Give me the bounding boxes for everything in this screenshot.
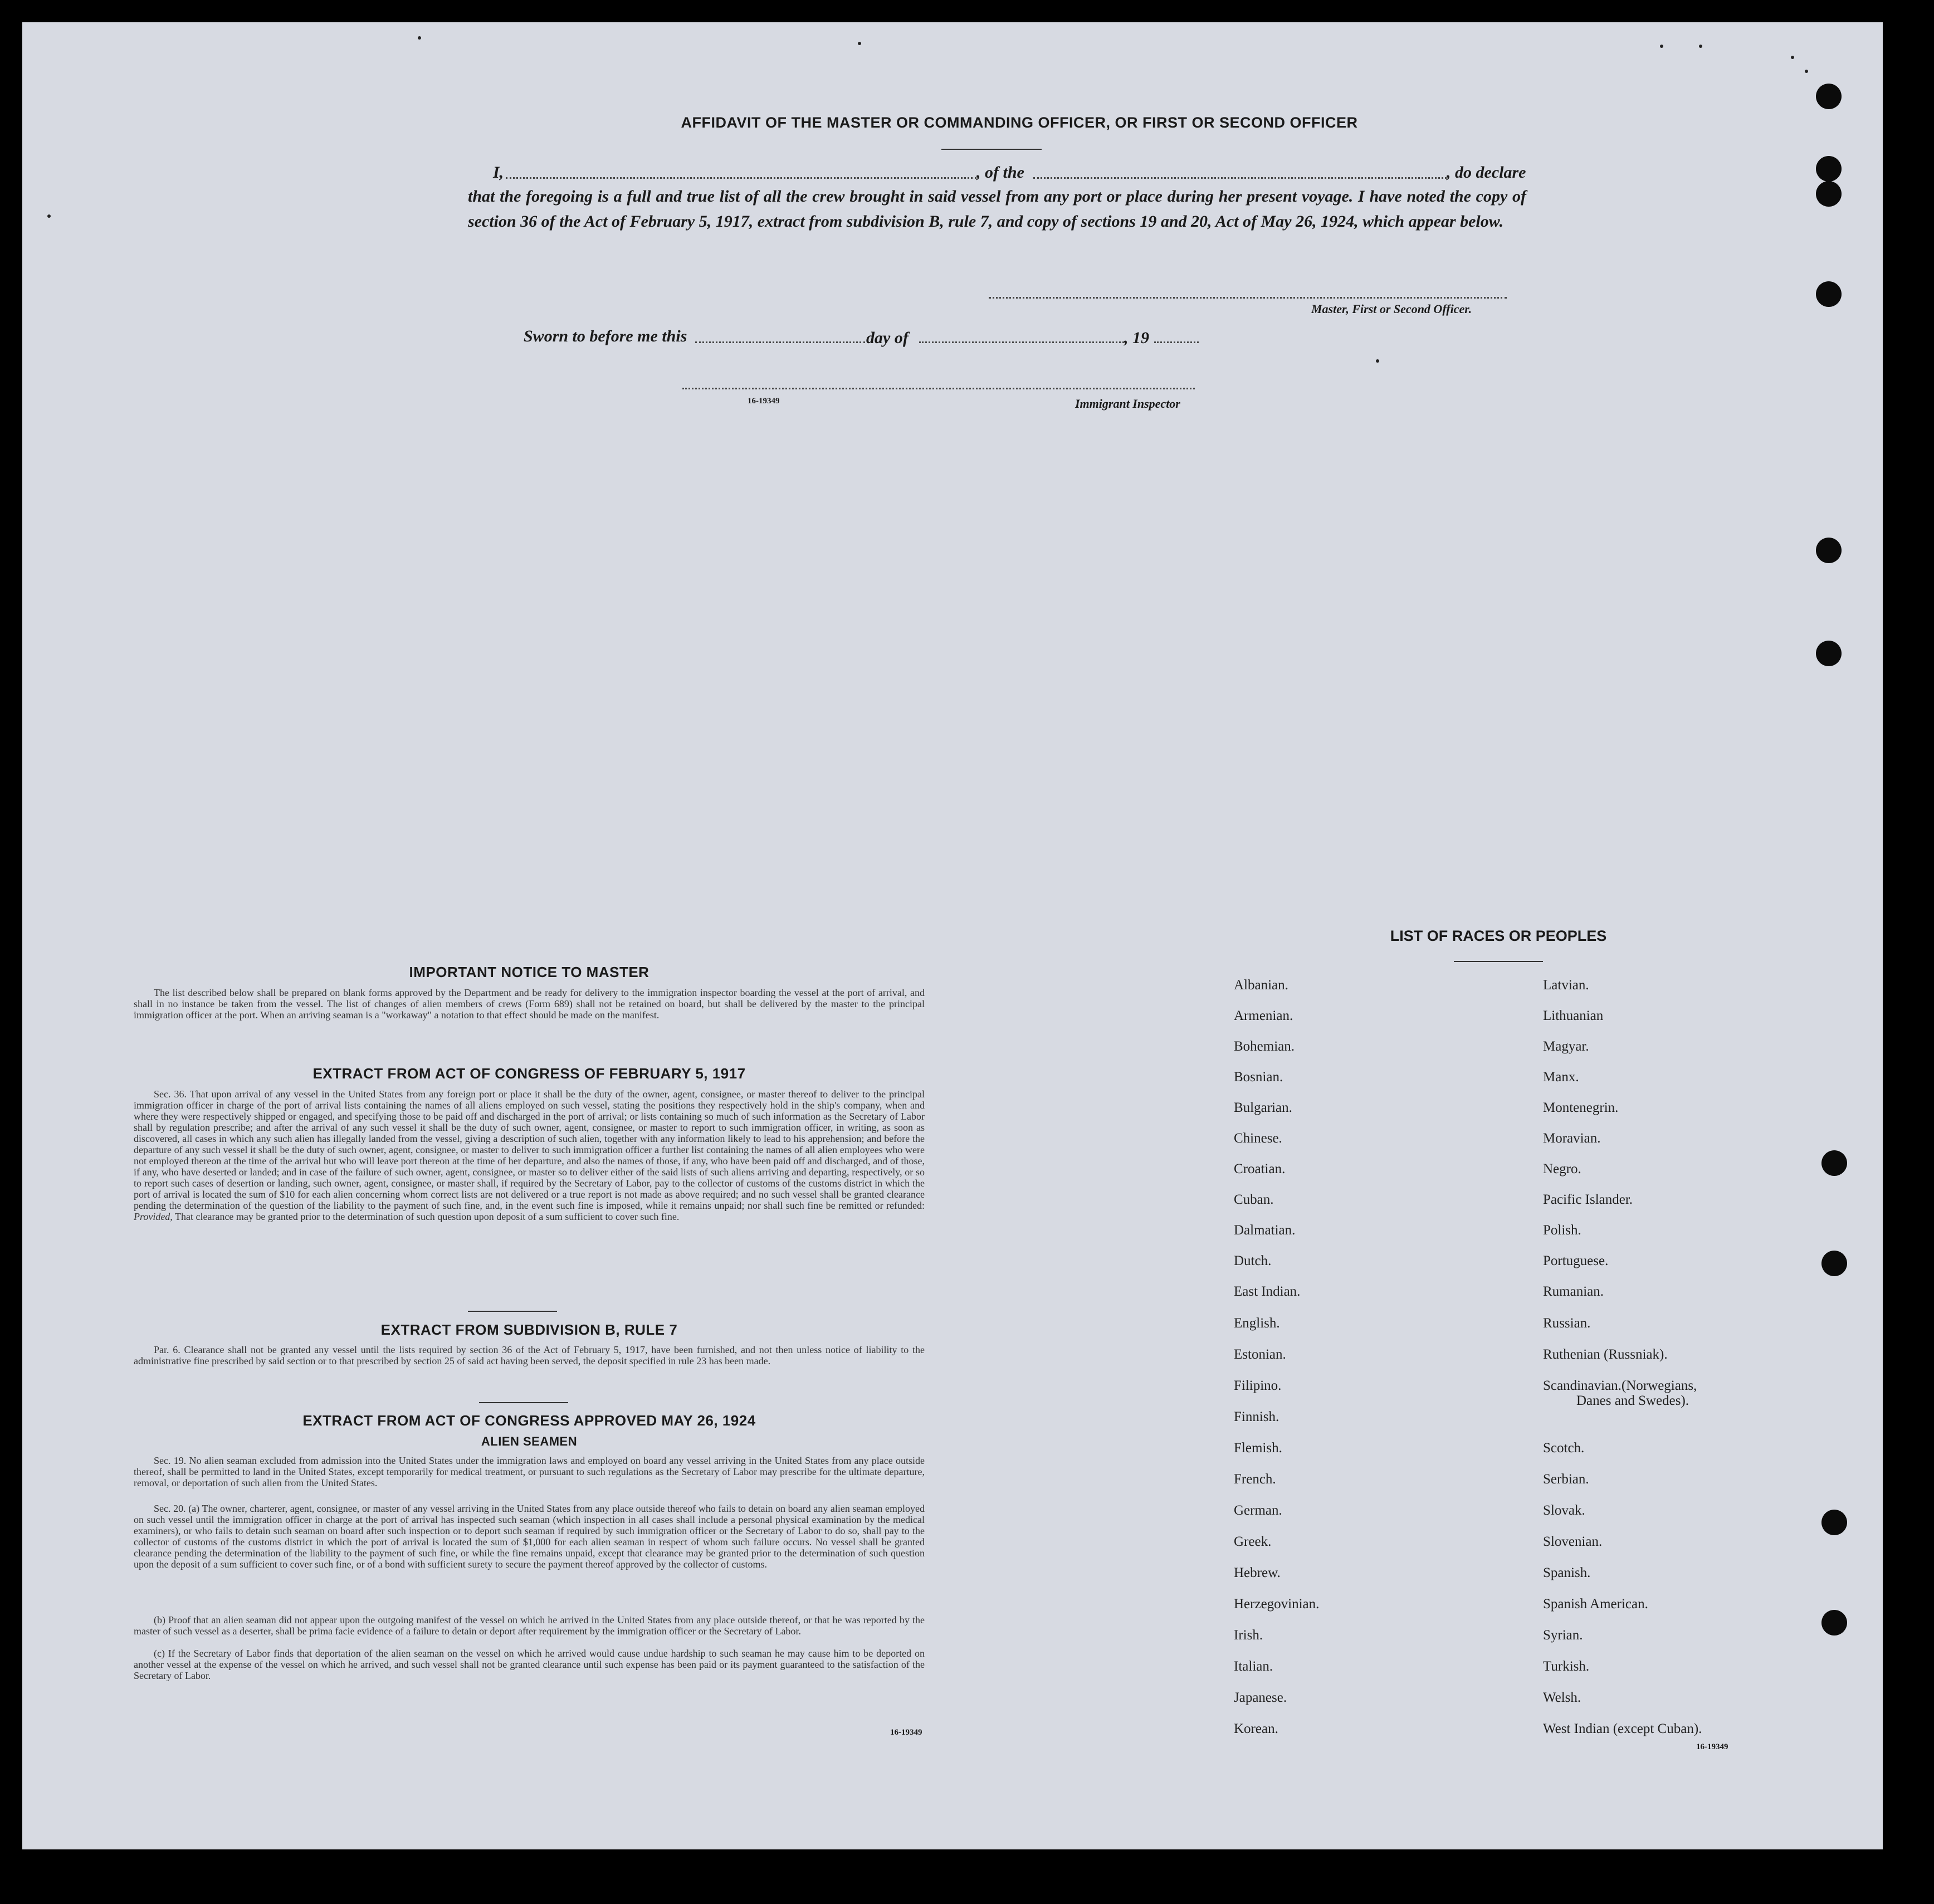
race-right-item: Magyar.	[1543, 1039, 1589, 1054]
sworn-year-field[interactable]	[1154, 341, 1199, 343]
race-left-item: Bulgarian.	[1234, 1100, 1292, 1115]
binder-hole	[1821, 1251, 1847, 1276]
extract-1917-text	[134, 1088, 925, 1222]
race-right-item: Ruthenian (Russniak).	[1543, 1347, 1668, 1362]
affidavit-form-number: 16-19349	[748, 397, 780, 406]
extract-1917-title: EXTRACT FROM ACT OF CONGRESS OF FEBRUARY 5, 1917	[312, 1065, 746, 1082]
extract-form-number: 16-19349	[890, 1728, 922, 1737]
notice-title: IMPORTANT NOTICE TO MASTER	[409, 964, 649, 980]
race-right-item-scandinavian	[1543, 1378, 1697, 1408]
extract-1917-main: Sec. 36. That upon arrival of any vessel in the United States from any foreign port or place it shall be the duty of the owner, agent, consignee, or master thereof to deliver to the principal immigration officer in charge of the port of arrival lists containing the names of all aliens employed on such vessel, stating the positions they respectively hold in the ship's company, when and where they were respectively shipped or engaged, and specifying those to be paid off and discharged in the port of arrival; or lists containing so much of such information as the Secretary of Labor shall by regulation prescribe; and after the arrival of any such vessel it shall be the duty of such owner, agent, consignee, or master to report to such immigration officer, in writing, as soon as discovered, all cases in which any such alien has illegally landed from the vessel, giving a description of such alien, together with any information likely to lead to his apprehension; and before the departure of any such vessel it shall be the duty of such owner, agent, consignee, or master to deliver to such immigration officer a further list containing the names of all alien employees who were not employed thereon at the time of the arrival but who will leave port thereon at the time of her departure, and also the names of those, if any, who have been paid off and discharged, and of those, if any, who have deserted or landed; and in case of the failure of such owner, agent, consignee, or master so to deliver either of the said lists of such aliens arriving and departing, respectively, or so to report such cases of desertion or landing, such owner, agent, consignee, or master shall, if required by the Secretary of Labor, pay to the collector of customs of the customs district in which the port of arrival is located the sum of $10 for each alien concerning whom correct lists are not delivered or a true report is not made as above required; and no such vessel shall be granted clearance pending the determination of the question of the liability to the payment of such fine, and, in the event such fine is imposed, while it remains unpaid; nor shall such fine be remitted or refunded:	[134, 1088, 925, 1211]
race-right-item: Pacific Islander.	[1543, 1192, 1633, 1207]
race-left-item: Cuban.	[1234, 1192, 1274, 1207]
race-left-item: East Indian.	[1234, 1284, 1301, 1299]
race-left-item: Finnish.	[1234, 1409, 1279, 1424]
race-right-item: Slovak.	[1543, 1503, 1585, 1518]
race-right-item: Moravian.	[1543, 1131, 1601, 1146]
race-right-item: Montenegrin.	[1543, 1100, 1619, 1115]
binder-hole	[1821, 1150, 1847, 1176]
declare-label: , do declare	[1447, 163, 1526, 182]
scan-speck	[858, 42, 861, 45]
race-left-item: Greek.	[1234, 1534, 1272, 1549]
race-left-item: German.	[1234, 1503, 1282, 1518]
of-the-label: , of the	[976, 163, 1024, 182]
race-right-item: Turkish.	[1543, 1659, 1590, 1674]
scan-speck	[1805, 70, 1808, 73]
binder-hole	[1816, 281, 1842, 307]
race-left-item: Dalmatian.	[1234, 1223, 1296, 1238]
race-left-item: Italian.	[1234, 1659, 1273, 1674]
scan-speck	[47, 214, 51, 218]
binder-hole	[1821, 1510, 1847, 1535]
binder-hole	[1821, 1610, 1847, 1636]
affidavit-declaration-text: that the foregoing is a full and true list of all the crew brought in said vessel from any port or place during her present voyage. I have noted the copy of section 36 of the Act of February 5, 1917, extract from subdivision B, rule 7, and copy of sections 19 and 20, Act of May 26, 1924, which appear below.	[468, 187, 1526, 231]
races-form-number: 16-19349	[1696, 1742, 1728, 1751]
race-right-item: Rumanian.	[1543, 1284, 1604, 1299]
declarant-label: I,	[493, 163, 504, 182]
sworn-label: Sworn to before me this	[524, 327, 687, 345]
day-of-label: day of	[866, 329, 909, 347]
notice-text: The list described below shall be prepared on blank forms approved by the Department and be ready for delivery to the immigration inspector boarding the vessel at the port of arrival, and shall in no instance be taken from the vessel. The list of changes of alien members of crews (Form 689) shall not be retained on board, but shall be delivered by the master to the principal immigration officer at the port. When an arriving seaman is a "workaway" a notation to that effect should be made on the manifest.	[134, 987, 925, 1021]
race-right-item: Manx.	[1543, 1070, 1579, 1085]
sec19-text: Sec. 19. No alien seaman excluded from admission into the United States under the immigration laws and employed on board any vessel arriving in the United States from any place outside thereof, shall be permitted to land in the United States, except temporarily for medical treatment, or pursuant to such regulations as the Secretary of Labor may prescribe for the ultimate departure, removal, or deportation of such alien from the United States.	[134, 1455, 925, 1488]
sec20c-text: (c) If the Secretary of Labor finds that deportation of the alien seaman on the vessel on which he arrived would cause undue hardship to such seaman he may cause him to be deported on another vessel at the expense of the vessel on which he arrived, and such vessel shall not be granted clearance until such expense has been paid or its payment guaranteed to the satisfaction of the Secretary of Labor.	[134, 1648, 925, 1681]
sec20b-text: (b) Proof that an alien seaman did not appear upon the outgoing manifest of the vessel on which he arrived in the United States from any place outside thereof, or that he was reported by the master of such vessel as a deserter, shall be prima facie evidence of a failure to detain or deport after requirement by the immigration officer or the Secretary of Labor.	[134, 1614, 925, 1637]
year-label: , 19	[1124, 329, 1149, 347]
race-right-item: Russian.	[1543, 1316, 1591, 1331]
race-left-item: Albanian.	[1234, 978, 1288, 993]
race-left-item: Bohemian.	[1234, 1039, 1295, 1054]
race-right-item: Slovenian.	[1543, 1534, 1603, 1549]
section-divider	[479, 1402, 568, 1403]
sworn-month-field[interactable]	[919, 341, 1124, 343]
section-divider	[468, 1311, 557, 1312]
race-left-item: Armenian.	[1234, 1008, 1293, 1023]
title-divider	[941, 149, 1042, 150]
sworn-day-field[interactable]	[695, 341, 865, 343]
race-left-item: Chinese.	[1234, 1131, 1282, 1146]
inspector-signature-line[interactable]	[682, 388, 1195, 389]
race-right-item: Spanish American.	[1543, 1597, 1648, 1612]
scan-speck	[1660, 45, 1663, 48]
race-left-item: Japanese.	[1234, 1690, 1287, 1705]
master-signature-line[interactable]	[989, 297, 1507, 299]
extract-1917-end: That clearance may be granted prior to the determination of such question upon deposit of a sum sufficient to cover such fine.	[175, 1211, 680, 1222]
binder-hole	[1816, 156, 1842, 182]
scan-speck	[1791, 56, 1794, 59]
provided-label: Provided,	[134, 1211, 173, 1222]
affidavit-title: AFFIDAVIT OF THE MASTER OR COMMANDING OFFICER, OR FIRST OR SECOND OFFICER	[681, 114, 1358, 131]
binder-hole	[1816, 538, 1842, 563]
race-left-item: Filipino.	[1234, 1378, 1282, 1393]
binder-hole	[1816, 84, 1842, 109]
declarant-name-field[interactable]	[506, 177, 976, 179]
race-right-item: Portuguese.	[1543, 1253, 1609, 1268]
race-left-item: Bosnian.	[1234, 1070, 1283, 1085]
race-left-item: Dutch.	[1234, 1253, 1272, 1268]
master-signature-label: Master, First or Second Officer.	[1311, 302, 1472, 316]
sec20a-text: Sec. 20. (a) The owner, charterer, agent, consignee, or master of any vessel arriving in the United States from any place outside thereof who fails to detain on board any alien seaman employed on such vessel until the immigration officer in charge at the port of arrival has inspected such seaman (which inspection in all cases shall include a personal physical examination by the medical examiners), or who fails to detain such seaman on board after such inspection or to deport such seaman if required by such immigration officer or the Secretary of Labor to do so, shall pay to the collector of customs of the customs district in which the port of arrival is located the sum of $1,000 for each alien seaman in respect of whom such failure occurs. No vessel shall be granted clearance pending the determination of the liability to the payment of such fine, or while the fine remains unpaid, except that clearance may be granted prior to the determination of such question upon the deposit of a sum sufficient to cover such fine, or of a bond with sufficient surety to secure the payment thereof approved by the collector of customs.	[134, 1503, 925, 1570]
scan-speck	[1376, 359, 1379, 363]
extract-1924-title: EXTRACT FROM ACT OF CONGRESS APPROVED MAY 26, 1924	[302, 1412, 756, 1429]
race-left-item: Irish.	[1234, 1628, 1263, 1643]
race-right-item: West Indian (except Cuban).	[1543, 1721, 1702, 1736]
race-right-item: Welsh.	[1543, 1690, 1581, 1705]
races-divider	[1454, 961, 1543, 962]
race-right-line: Danes and Swedes).	[1576, 1393, 1689, 1408]
race-left-item: French.	[1234, 1472, 1276, 1487]
race-right-item: Polish.	[1543, 1223, 1581, 1238]
race-right-item: Serbian.	[1543, 1472, 1589, 1487]
race-right-item: Scotch.	[1543, 1441, 1585, 1456]
binder-hole	[1816, 181, 1842, 207]
inspector-label: Immigrant Inspector	[1075, 397, 1180, 411]
extract-rule7-text: Par. 6. Clearance shall not be granted any vessel until the lists required by section 36 of the Act of February 5, 1917, have been furnished, and not then unless notice of liability to the administrative fine prescribed by said section or to that prescribed by section 25 of said act having been served, the deposit specified in rule 23 has been made.	[134, 1344, 925, 1366]
race-right-item: Latvian.	[1543, 978, 1589, 993]
binder-hole	[1816, 641, 1842, 666]
scan-speck	[1699, 45, 1702, 48]
form-sheet	[22, 22, 1883, 1849]
race-left-item: Korean.	[1234, 1721, 1278, 1736]
vessel-name-field[interactable]	[1033, 177, 1447, 179]
race-left-item: English.	[1234, 1316, 1280, 1331]
scan-speck	[418, 36, 421, 40]
race-left-item: Estonian.	[1234, 1347, 1286, 1362]
race-left-item: Hebrew.	[1234, 1565, 1281, 1580]
race-left-item: Flemish.	[1234, 1441, 1282, 1456]
race-left-item: Herzegovinian.	[1234, 1597, 1320, 1612]
race-right-line: Scandinavian.(Norwegians,	[1543, 1378, 1697, 1393]
race-right-item: Lithuanian	[1543, 1008, 1604, 1023]
race-left-item: Croatian.	[1234, 1161, 1286, 1176]
race-right-item: Negro.	[1543, 1161, 1581, 1176]
race-right-item: Syrian.	[1543, 1628, 1583, 1643]
extract-rule7-title: EXTRACT FROM SUBDIVISION B, RULE 7	[380, 1321, 678, 1338]
race-right-item: Spanish.	[1543, 1565, 1591, 1580]
alien-seamen-subtitle: ALIEN SEAMEN	[481, 1434, 578, 1448]
races-title: LIST OF RACES OR PEOPLES	[1390, 927, 1607, 944]
